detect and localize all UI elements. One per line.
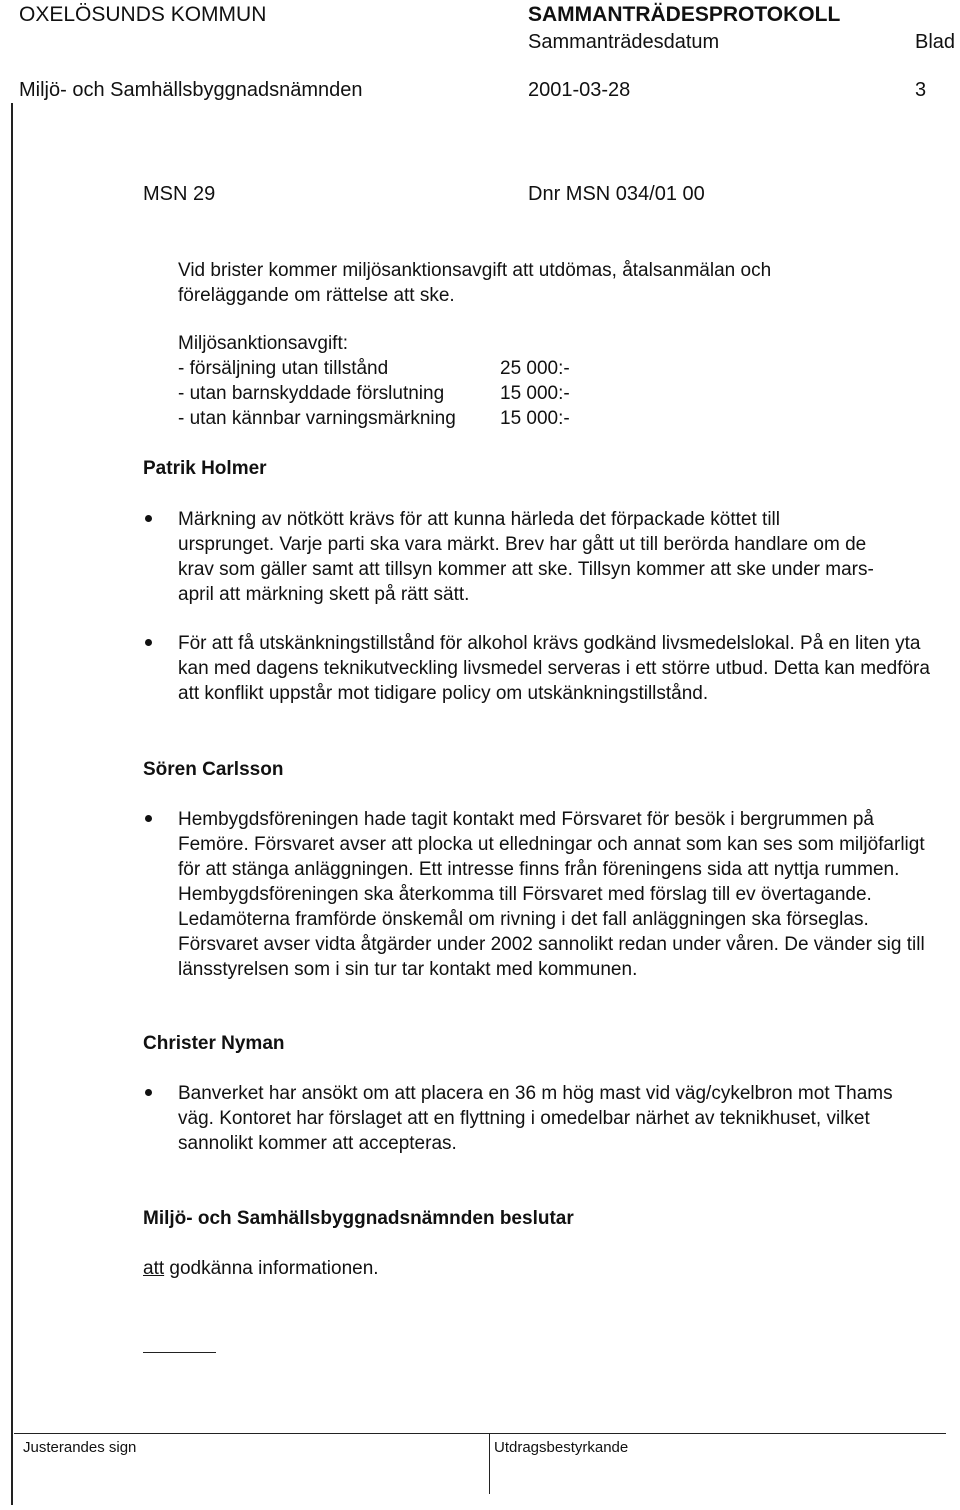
footer-line — [14, 1433, 946, 1434]
case-dnr: Dnr MSN 034/01 00 — [528, 183, 705, 205]
footer-justerandes-sign: Justerandes sign — [23, 1439, 137, 1456]
decision-text — [143, 1256, 379, 1281]
sanction-item-amount: 15 000:- — [500, 408, 570, 429]
decision-att: att — [143, 1258, 165, 1279]
speaker-bullet-text: Hembygdsföreningen hade tagit kontakt med Försvaret för besök i bergrummen på Femöre. Försvaret avser att plocka ut elledningar och annat som kan ses som miljöfarligt för att stänga anläggningen. Ett intresse finns från föreningens sida att nyttja rummen. Hembygdsföreningen ska återkomma till Försvaret med förslag till ev övertagande. Ledamöterna framförde önskemål om rivning i det fall anläggningen ska förseglas. Försvaret avser vidta åtgärder under 2002 sannolikt redan under våren. De vänder sig till länsstyrelsen som i sin tur tar kontakt med kommunen. — [178, 809, 925, 980]
end-divider — [143, 1352, 216, 1353]
decision-heading: Miljö- och Samhällsbyggnadsnämnden beslutar — [143, 1208, 574, 1229]
meeting-date: 2001-03-28 — [528, 79, 631, 101]
bullet-icon — [145, 639, 152, 646]
speaker-bullet-text: För att få utskänkningstillstånd för alkohol krävs godkänd livsmedelslokal. På en liten yta kan med dagens teknikutveckling livsmedel serveras i ett större utbud. Detta kan medföra att konflikt uppstår mot tidigare policy om utskänkningstillstånd. — [178, 633, 930, 704]
speaker-name: Christer Nyman — [143, 1033, 285, 1054]
document-type: SAMMANTRÄDESPROTOKOLL — [528, 3, 841, 26]
sanction-item-amount: 25 000:- — [500, 358, 570, 379]
sanction-item-amount: 15 000:- — [500, 383, 570, 404]
intro-paragraph: Vid brister kommer miljösanktionsavgift att utdömas, åtalsanmälan och föreläggande om rättelse att ske. — [178, 260, 772, 306]
date-label: Sammanträdesdatum — [528, 31, 720, 53]
footer-divider — [489, 1434, 490, 1494]
footer-utdragsbestyrkande: Utdragsbestyrkande — [494, 1439, 629, 1456]
sanction-item-label: - utan kännbar varningsmärkning — [178, 408, 456, 429]
bullet-icon — [145, 515, 152, 522]
sanction-item-label: - försäljning utan tillstånd — [178, 358, 389, 379]
municipality-name: OXELÖSUNDS KOMMUN — [19, 3, 267, 26]
speaker-bullet-text: Banverket har ansökt om att placera en 36 m hög mast vid väg/cykelbron mot Thams väg. Kontoret har förslaget att en flyttning i omedelbar närhet av teknikhuset, vilket sannolikt kommer att accepteras. — [178, 1083, 893, 1154]
bullet-icon — [145, 1089, 152, 1096]
decision-body: godkänna informationen. — [169, 1258, 379, 1279]
page-number: 3 — [915, 79, 927, 101]
speaker-bullet-text: Märkning av nötkött krävs för att kunna härleda det förpackade köttet till ursprunget. Varje parti ska vara märkt. Brev har gått ut till berörda handlare om de krav som gäller samt att tillsyn kommer att ske. Tillsyn kommer att ske under mars-april att märkning skett på rätt sätt. — [178, 509, 874, 605]
speaker-name: Patrik Holmer — [143, 458, 267, 479]
page-label: Blad — [915, 31, 956, 53]
sanction-item-label: - utan barnskyddade förslutning — [178, 383, 445, 404]
case-number: MSN 29 — [143, 183, 216, 205]
speaker-name: Sören Carlsson — [143, 759, 284, 780]
sanctions-title: Miljösanktionsavgift: — [178, 333, 349, 354]
margin-line — [11, 103, 13, 1505]
committee-name: Miljö- och Samhällsbyggnadsnämnden — [19, 79, 363, 101]
bullet-icon — [145, 815, 152, 822]
